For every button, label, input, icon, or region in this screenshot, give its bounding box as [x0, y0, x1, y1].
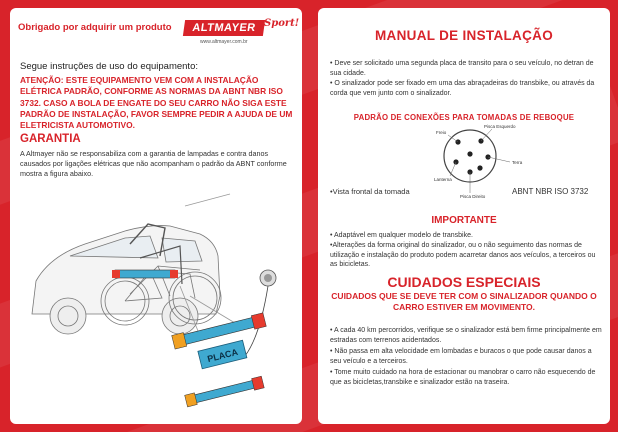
front-view-label: •Vista frontal da tomada	[330, 187, 410, 196]
thanks-header: Obrigado por adquirir um produto	[18, 22, 172, 33]
install-bullet-2: • O sinalizador pode ser fixado em uma das abraçadeiras do transbike, ou através da corda que vem junto com o sinalizador.	[330, 80, 595, 97]
plate-label: PLACA	[206, 346, 239, 365]
pin-terra: Terra	[512, 160, 523, 165]
left-page	[10, 8, 302, 424]
important-bullet-2: •Alterações da forma original do sinalizador, ou o não seguimento das normas de utilização e instalação do produto podem acarretar danos aos veículos, a terceiros ou as bicicletas.	[330, 242, 596, 268]
pin-lanterna: Lanterna	[434, 177, 452, 182]
car-bike-rack-illustration	[30, 186, 288, 418]
care-bullet-3: • Tome muito cuidado na hora de estacionar ou manobrar o carro não esquecendo de que as bicicletas,transbike e sinalizador estão na traseira.	[330, 369, 596, 386]
altmayer-logo	[184, 18, 300, 48]
care-bullet-1: • A cada 40 km percorridos, verifique se o sinalizador está bem firme principalmente em estradas com terrenos acidentados.	[330, 327, 602, 344]
important-title: IMPORTANTE	[431, 215, 497, 226]
manual-title: MANUAL DE INSTALAÇÃO	[375, 28, 553, 43]
logo-brand: ALTMAYER	[183, 20, 265, 36]
pin-freio: Freio	[436, 130, 447, 135]
care-title: CUIDADOS ESPECIAIS	[387, 274, 541, 290]
care-subtitle: CUIDADOS QUE SE DEVE TER COM O SINALIZADOR QUANDO O CARRO ESTIVER EM MOVIMENTO.	[331, 291, 597, 312]
logo-url: www.altmayer.com.br	[200, 39, 248, 45]
important-bullet-1: • Adaptável em qualquer modelo de transbike.	[330, 232, 473, 239]
intro-text: Segue instruções de uso do equipamento:	[20, 61, 198, 72]
warning-text: ATENÇÃO: ESTE EQUIPAMENTO VEM COM A INSTALAÇÃO ELÉTRICA PADRÃO, CONFORME AS NORMAS DA ABNT NBR ISO 3732. CASO A BOLA DE ENGATE DO SEU CARRO NÃO SIGA ESTE PADRÃO DE INSTALAÇÃO, FAVOR SEMPRE PEDIR A AJUDA DE UM ELETRICISTA AUTOMOTIVO.	[20, 75, 293, 131]
norm-label: ABNT NBR ISO 3732	[512, 187, 589, 196]
garantia-title: GARANTIA	[20, 133, 81, 145]
care-bullet-2: • Não passa em alta velocidade em lombadas e buracos o que pode causar danos a seu veículo e a terceiros.	[330, 348, 592, 365]
garantia-text: A Altmayer não se responsabiliza com a garantia de lampadas e contra danos causados por ligações elétricas que não acompanham o padrão da ABNT conforme mostra a figura abaixo.	[20, 149, 287, 178]
pin-pisca-esquerdo: Pisca Esquerdo	[484, 124, 516, 129]
right-page	[318, 8, 610, 424]
pin-pisca-direito: Pisca Direito	[460, 194, 486, 199]
logo-tag: Sport!	[264, 18, 300, 29]
connection-pattern-title: PADRÃO DE CONEXÕES PARA TOMADAS DE REBOQUE	[353, 113, 575, 122]
install-bullet-1: • Deve ser solicitado uma segunda placa de transito para o seu veículo, no detran de sua cidade.	[330, 60, 594, 77]
